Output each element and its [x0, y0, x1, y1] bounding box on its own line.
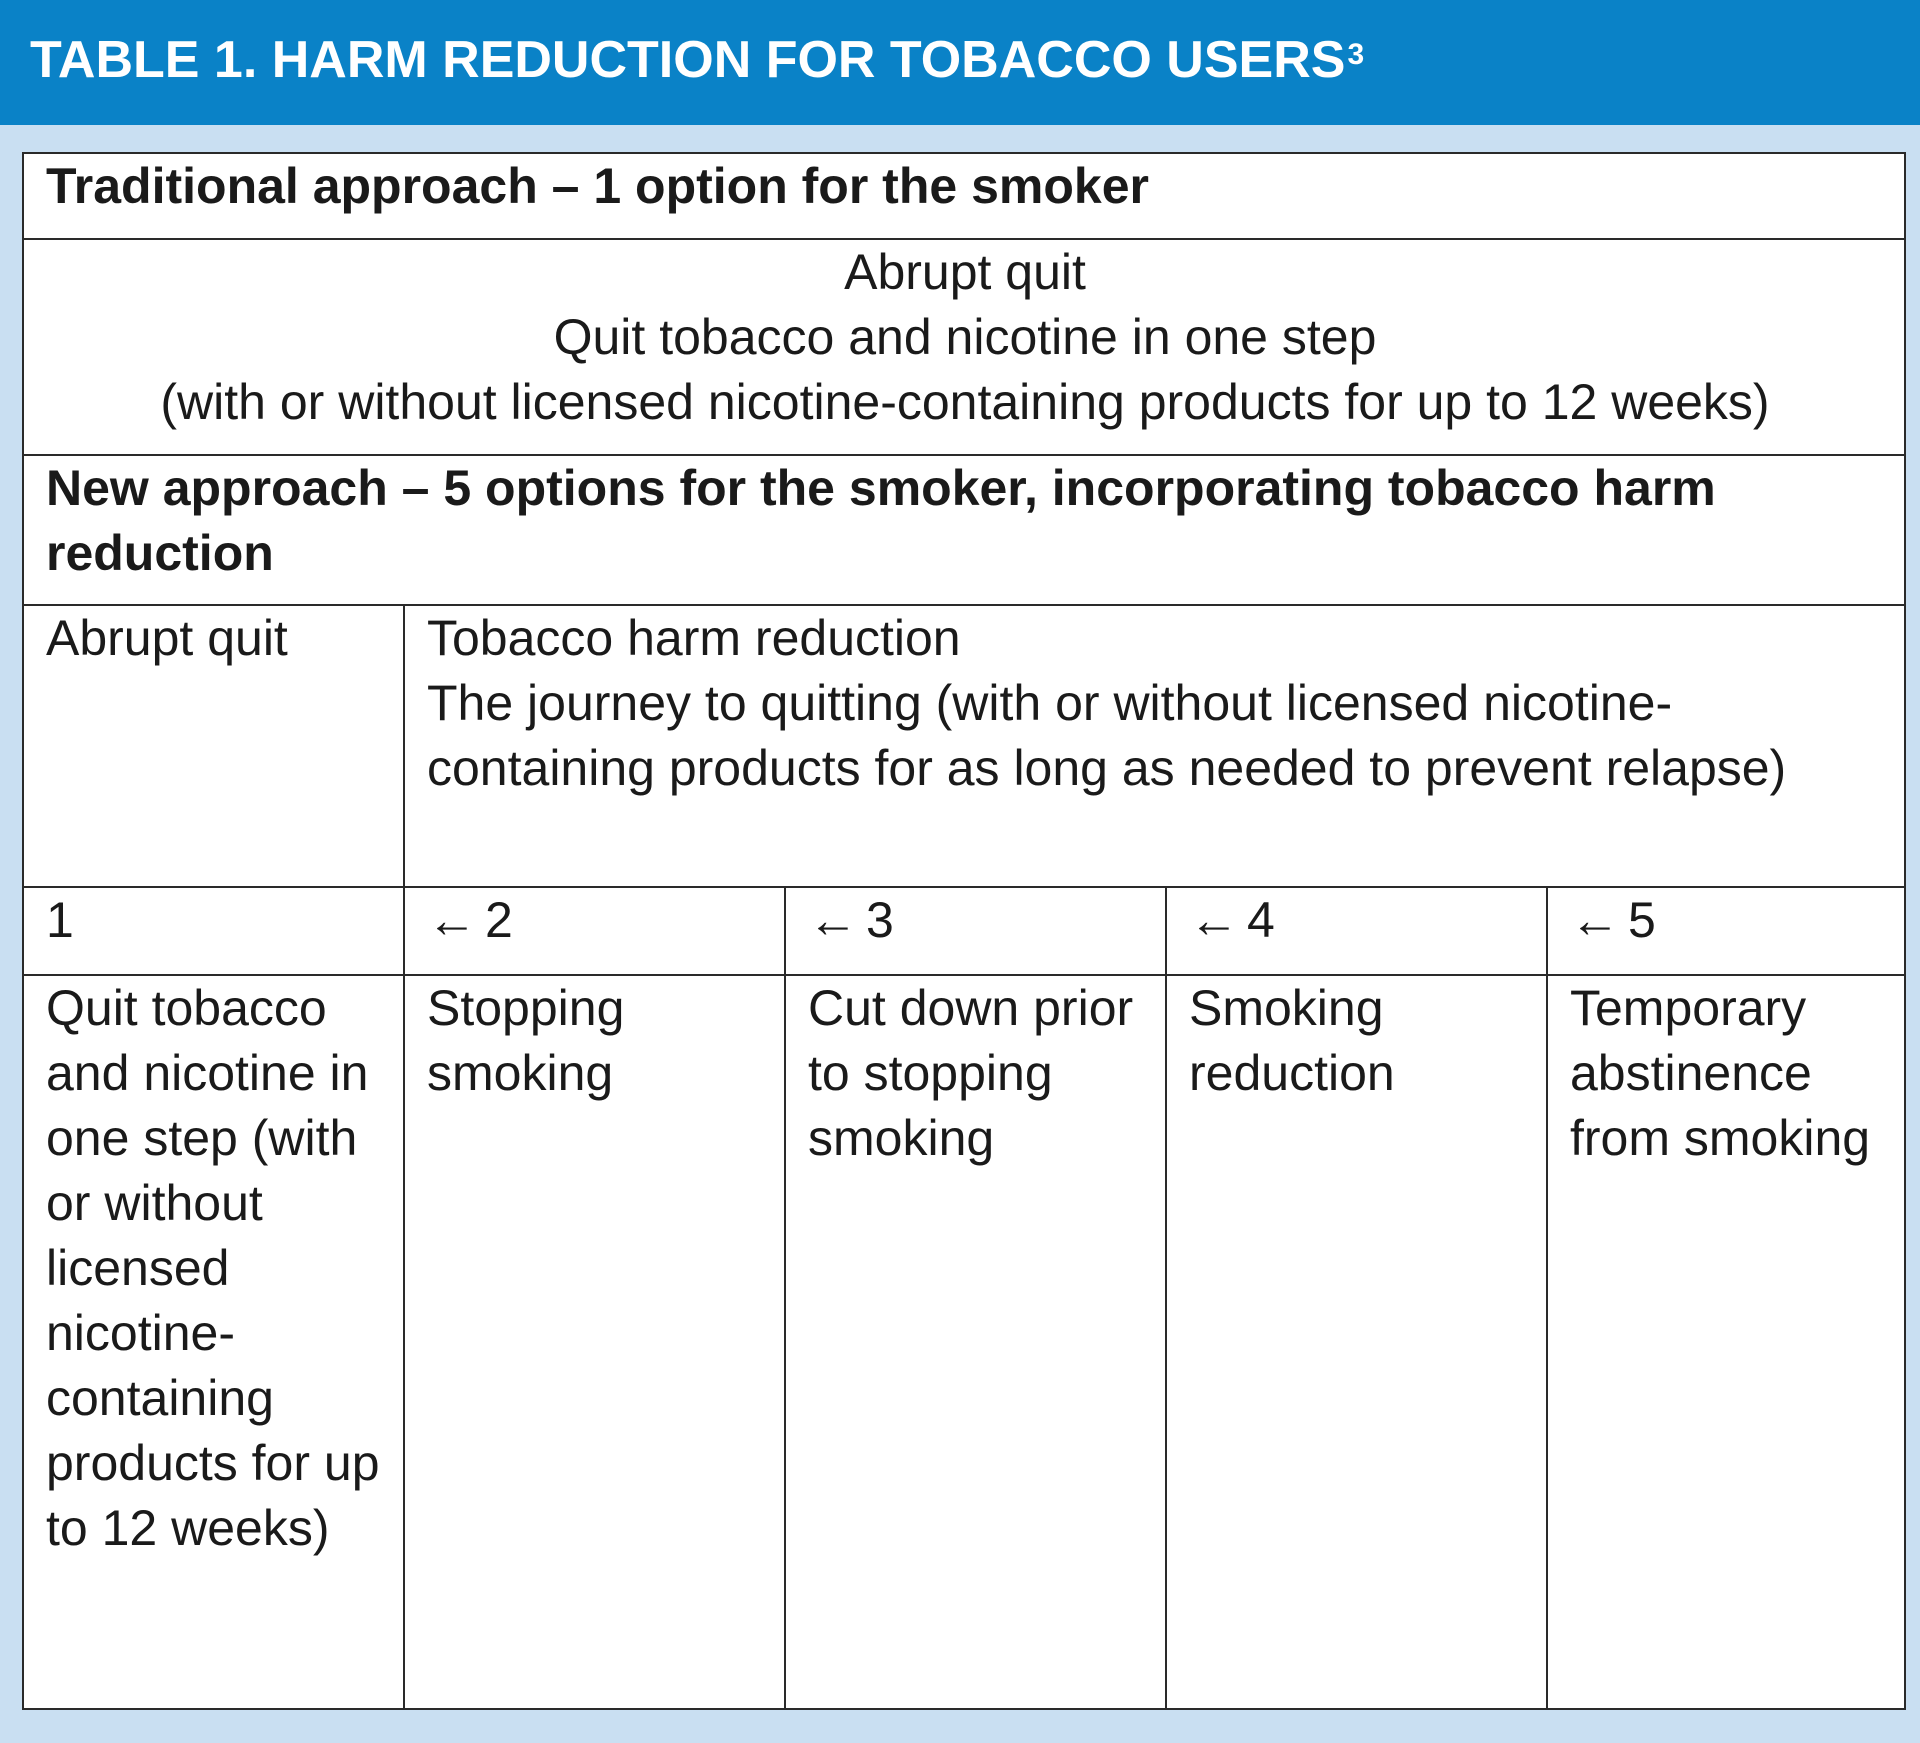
- traditional-abrupt-cell: [23, 239, 1905, 455]
- option-description-5: Temporary abstinence from smoking: [1547, 975, 1905, 1709]
- title-bar: [0, 0, 1920, 125]
- option-number-1: [23, 887, 404, 975]
- option-number-4: [1166, 887, 1547, 975]
- left-arrow-icon: ←: [1189, 892, 1239, 948]
- option-number-3-value: 3: [866, 892, 894, 948]
- left-arrow-icon: ←: [1570, 892, 1620, 948]
- harm-reduction-description: The journey to quitting (with or without licensed nicotine-containing products for as long as needed to prevent relapse): [427, 675, 1787, 796]
- option-number-5: [1547, 887, 1905, 975]
- traditional-line-1: Abrupt quit: [844, 244, 1086, 300]
- option-number-3: [785, 887, 1166, 975]
- traditional-heading-row: [23, 153, 1905, 239]
- harm-reduction-cell: [404, 605, 1905, 887]
- harm-reduction-table: [22, 152, 1906, 1710]
- table-title-text: TABLE 1. HARM REDUCTION FOR TOBACCO USERS: [30, 30, 1346, 89]
- harm-reduction-title: Tobacco harm reduction: [427, 610, 961, 666]
- option-number-1-value: 1: [46, 892, 74, 948]
- traditional-abrupt-row: [23, 239, 1905, 455]
- option-description-3: Cut down prior to stopping smoking: [785, 975, 1166, 1709]
- traditional-line-3: (with or without licensed nicotine-containing products for up to 12 weeks): [160, 374, 1770, 430]
- option-number-4-value: 4: [1247, 892, 1275, 948]
- option-number-2-value: 2: [485, 892, 513, 948]
- table-title: [30, 30, 1364, 90]
- title-superscript: 3: [1347, 38, 1365, 72]
- harm-reduction-row: [23, 605, 1905, 887]
- left-arrow-icon: ←: [808, 892, 858, 948]
- option-description-row: [23, 975, 1905, 1709]
- option-number-2: [404, 887, 785, 975]
- left-arrow-icon: ←: [427, 892, 477, 948]
- option-description-1: Quit tobacco and nicotine in one step (with or without licensed nicotine-containing products for up to 12 weeks): [23, 975, 404, 1709]
- option-description-2: Stopping smoking: [404, 975, 785, 1709]
- option-number-row: [23, 887, 1905, 975]
- option-description-4: Smoking reduction: [1166, 975, 1547, 1709]
- abrupt-quit-cell: Abrupt quit: [23, 605, 404, 887]
- traditional-heading: Traditional approach – 1 option for the smoker: [23, 153, 1905, 239]
- traditional-line-2: Quit tobacco and nicotine in one step: [553, 309, 1377, 365]
- option-number-5-value: 5: [1628, 892, 1656, 948]
- new-approach-heading-row: [23, 455, 1905, 605]
- new-approach-heading: New approach – 5 options for the smoker, incorporating tobacco harm reduction: [23, 455, 1905, 605]
